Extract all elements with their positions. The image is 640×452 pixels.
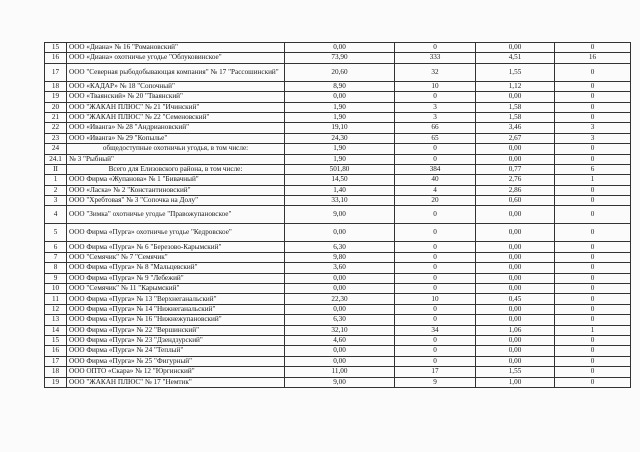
organization-name-cell: ООО «Диана» охотничье угодье "Облуковинское": [67, 53, 285, 63]
organization-name-cell: ООО "Северная рыбодобывающая компания" № 17 "Рассошинский": [67, 63, 285, 81]
value-c-cell: 0,00: [476, 304, 555, 314]
organization-name-cell: ООО «КАДАР» № 18 "Сопочный": [67, 81, 285, 91]
row-number-cell: 11: [45, 294, 67, 304]
value-a-cell: 501,80: [285, 164, 395, 174]
value-a-cell: 6,30: [285, 242, 395, 252]
value-c-cell: 2,67: [476, 133, 555, 143]
value-a-cell: 32,10: [285, 325, 395, 335]
table-row: [45, 242, 631, 252]
value-d-cell: 0: [555, 304, 631, 314]
row-number-cell: 18: [45, 367, 67, 377]
value-c-cell: 1,12: [476, 81, 555, 91]
value-c-cell: 0,00: [476, 206, 555, 224]
table-row: [45, 377, 631, 387]
table-row: [45, 346, 631, 356]
row-number-cell: 16: [45, 346, 67, 356]
row-number-cell: 22: [45, 123, 67, 133]
value-b-cell: 0: [395, 242, 476, 252]
value-c-cell: 0,00: [476, 154, 555, 164]
value-d-cell: 0: [555, 196, 631, 206]
value-a-cell: 1,90: [285, 154, 395, 164]
table-row: [45, 315, 631, 325]
value-c-cell: 2,76: [476, 175, 555, 185]
table-row: [45, 335, 631, 345]
value-a-cell: 24,30: [285, 133, 395, 143]
value-b-cell: 3: [395, 102, 476, 112]
value-d-cell: 0: [555, 92, 631, 102]
row-number-cell: 10: [45, 284, 67, 294]
value-a-cell: 8,90: [285, 81, 395, 91]
value-b-cell: 0: [395, 252, 476, 262]
row-number-cell: 9: [45, 273, 67, 283]
organization-name-cell: ООО Фирма «Жупанова» № 1 "Бивачный": [67, 175, 285, 185]
value-c-cell: 1,55: [476, 63, 555, 81]
row-number-cell: 15: [45, 335, 67, 345]
value-d-cell: 0: [555, 252, 631, 262]
value-c-cell: 0,00: [476, 263, 555, 273]
organization-name-cell: ООО Фирма «Пурга» охотничье угодье "Кедровское": [67, 224, 285, 242]
value-a-cell: 20,60: [285, 63, 395, 81]
value-c-cell: 0,00: [476, 224, 555, 242]
value-a-cell: 1,90: [285, 144, 395, 154]
value-c-cell: 0,00: [476, 315, 555, 325]
row-number-cell: 16: [45, 53, 67, 63]
organization-name-cell: ООО Фирма «Пурга» № 13 "Верхнеганальский": [67, 294, 285, 304]
organization-name-cell: ООО «Иванга» № 29 "Копылье": [67, 133, 285, 143]
organization-name-cell: ООО «Ласка» № 2 "Константиновский": [67, 185, 285, 195]
value-d-cell: 0: [555, 356, 631, 366]
value-b-cell: 333: [395, 53, 476, 63]
organization-name-cell: ООО Фирма «Пурга» № 14 "Нижнеганальский": [67, 304, 285, 314]
value-b-cell: 0: [395, 206, 476, 224]
value-b-cell: 384: [395, 164, 476, 174]
value-d-cell: 0: [555, 242, 631, 252]
value-d-cell: 0: [555, 206, 631, 224]
value-b-cell: 0: [395, 273, 476, 283]
table-row: [45, 123, 631, 133]
value-a-cell: 0,00: [285, 304, 395, 314]
value-c-cell: 0,00: [476, 242, 555, 252]
row-number-cell: 20: [45, 102, 67, 112]
organization-name-cell: ООО «Тваянский» № 20 "Тваянский": [67, 92, 285, 102]
value-d-cell: 0: [555, 185, 631, 195]
organization-name-cell: № 3 "Рыбный": [67, 154, 285, 164]
value-c-cell: 0,45: [476, 294, 555, 304]
value-c-cell: 1,06: [476, 325, 555, 335]
value-b-cell: 0: [395, 356, 476, 366]
value-b-cell: 4: [395, 185, 476, 195]
row-number-cell: 6: [45, 242, 67, 252]
value-b-cell: 0: [395, 335, 476, 345]
value-b-cell: 0: [395, 284, 476, 294]
organization-name-cell: ООО Фирма «Пурга» № 9 "Лебежий": [67, 273, 285, 283]
row-number-cell: 19: [45, 377, 67, 387]
value-b-cell: 10: [395, 294, 476, 304]
value-d-cell: 0: [555, 377, 631, 387]
organization-name-cell: ООО Фирма «Пурга» № 22 "Вершинский": [67, 325, 285, 335]
value-b-cell: 66: [395, 123, 476, 133]
value-a-cell: 1,40: [285, 185, 395, 195]
table-row: [45, 154, 631, 164]
row-number-cell: 12: [45, 304, 67, 314]
table-row: [45, 164, 631, 174]
value-c-cell: 0,00: [476, 92, 555, 102]
organization-name-cell: ООО ОПТО «Скара» № 12 "Юргинский": [67, 367, 285, 377]
value-d-cell: 1: [555, 175, 631, 185]
organization-name-cell: ООО "ЖАКАН ПЛЮС" № 17 "Немтик": [67, 377, 285, 387]
value-b-cell: 20: [395, 196, 476, 206]
value-d-cell: 16: [555, 53, 631, 63]
row-number-cell: 19: [45, 92, 67, 102]
row-number-cell: 3: [45, 196, 67, 206]
value-c-cell: 1,58: [476, 102, 555, 112]
row-number-cell: 17: [45, 356, 67, 366]
value-c-cell: 1,55: [476, 367, 555, 377]
table-row: [45, 252, 631, 262]
value-d-cell: 0: [555, 335, 631, 345]
value-a-cell: 0,00: [285, 92, 395, 102]
table-row: [45, 304, 631, 314]
value-b-cell: 0: [395, 43, 476, 53]
value-b-cell: 0: [395, 144, 476, 154]
value-c-cell: 0,00: [476, 356, 555, 366]
row-number-cell: 13: [45, 315, 67, 325]
row-number-cell: 2: [45, 185, 67, 195]
value-c-cell: 0,00: [476, 43, 555, 53]
value-a-cell: 0,00: [285, 356, 395, 366]
value-a-cell: 1,90: [285, 112, 395, 122]
value-a-cell: 6,30: [285, 315, 395, 325]
table-row: [45, 112, 631, 122]
organization-name-cell: ООО «Диана» № 16 "Романовский": [67, 43, 285, 53]
row-number-cell: 5: [45, 224, 67, 242]
table-row: [45, 284, 631, 294]
value-a-cell: 4,60: [285, 335, 395, 345]
table-row: [45, 196, 631, 206]
organization-name-cell: ООО "ЖАКАН ПЛЮС" № 21 "Ичинский": [67, 102, 285, 112]
value-b-cell: 40: [395, 175, 476, 185]
value-d-cell: 3: [555, 123, 631, 133]
table-row: [45, 92, 631, 102]
organization-name-cell: ООО "Зимка" охотничье угодье "Правожупановское": [67, 206, 285, 224]
value-c-cell: 0,00: [476, 346, 555, 356]
table-body: [45, 43, 631, 388]
value-d-cell: 0: [555, 224, 631, 242]
row-number-cell: 1: [45, 175, 67, 185]
row-number-cell: II: [45, 164, 67, 174]
table-row: [45, 325, 631, 335]
value-b-cell: 0: [395, 315, 476, 325]
organization-name-cell: ООО Фирма «Пурга» № 23 "Дзендзурский": [67, 335, 285, 345]
row-number-cell: 15: [45, 43, 67, 53]
value-d-cell: 1: [555, 325, 631, 335]
value-a-cell: 0,00: [285, 43, 395, 53]
value-b-cell: 65: [395, 133, 476, 143]
value-b-cell: 0: [395, 304, 476, 314]
organization-name-cell: ООО "ЖАКАН ПЛЮС" № 22 "Семеновский": [67, 112, 285, 122]
row-number-cell: 18: [45, 81, 67, 91]
value-b-cell: 0: [395, 346, 476, 356]
value-c-cell: 0,00: [476, 144, 555, 154]
value-d-cell: 0: [555, 346, 631, 356]
value-a-cell: 9,00: [285, 206, 395, 224]
value-a-cell: 73,90: [285, 53, 395, 63]
value-a-cell: 0,00: [285, 273, 395, 283]
value-a-cell: 9,80: [285, 252, 395, 262]
value-d-cell: 0: [555, 43, 631, 53]
value-c-cell: 0,00: [476, 252, 555, 262]
value-c-cell: 1,00: [476, 377, 555, 387]
data-table: [44, 42, 631, 388]
value-d-cell: 0: [555, 273, 631, 283]
value-a-cell: 0,00: [285, 346, 395, 356]
value-d-cell: 0: [555, 81, 631, 91]
row-number-cell: 21: [45, 112, 67, 122]
organization-name-cell: ООО "Семячик" № 7 "Семячик": [67, 252, 285, 262]
value-d-cell: 0: [555, 315, 631, 325]
value-b-cell: 32: [395, 63, 476, 81]
value-a-cell: 19,10: [285, 123, 395, 133]
value-d-cell: 0: [555, 294, 631, 304]
value-a-cell: 0,00: [285, 284, 395, 294]
value-d-cell: 0: [555, 284, 631, 294]
table-row: [45, 224, 631, 242]
table-row: [45, 273, 631, 283]
value-d-cell: 0: [555, 63, 631, 81]
organization-name-cell: ООО Фирма «Пурга» № 8 "Мальцевский": [67, 263, 285, 273]
row-number-cell: 17: [45, 63, 67, 81]
organization-name-cell: Всего для Елизовского района, в том числе:: [67, 164, 285, 174]
organization-name-cell: ООО Фирма «Пурга» № 6 "Березово-Карымский": [67, 242, 285, 252]
table-row: [45, 294, 631, 304]
value-c-cell: 0,00: [476, 273, 555, 283]
value-c-cell: 4,51: [476, 53, 555, 63]
value-a-cell: 11,00: [285, 367, 395, 377]
value-d-cell: 0: [555, 367, 631, 377]
row-number-cell: 24: [45, 144, 67, 154]
value-b-cell: 34: [395, 325, 476, 335]
value-b-cell: 0: [395, 154, 476, 164]
value-d-cell: 6: [555, 164, 631, 174]
table-row: [45, 185, 631, 195]
value-a-cell: 3,60: [285, 263, 395, 273]
value-b-cell: 9: [395, 377, 476, 387]
table-row: [45, 263, 631, 273]
row-number-cell: 23: [45, 133, 67, 143]
value-c-cell: 0,00: [476, 335, 555, 345]
value-a-cell: 22,30: [285, 294, 395, 304]
row-number-cell: 8: [45, 263, 67, 273]
value-b-cell: 0: [395, 92, 476, 102]
table-row: [45, 43, 631, 53]
value-c-cell: 2,86: [476, 185, 555, 195]
table-row: [45, 133, 631, 143]
row-number-cell: 24.1: [45, 154, 67, 164]
value-b-cell: 10: [395, 81, 476, 91]
table-row: [45, 81, 631, 91]
organization-name-cell: общедоступные охотничьи угодья, в том числе:: [67, 144, 285, 154]
organization-name-cell: ООО Фирма «Пурга» № 16 "Нижнежупановский": [67, 315, 285, 325]
table-row: [45, 175, 631, 185]
table-row: [45, 356, 631, 366]
value-c-cell: 0,77: [476, 164, 555, 174]
row-number-cell: 7: [45, 252, 67, 262]
value-a-cell: 1,90: [285, 102, 395, 112]
value-a-cell: 14,50: [285, 175, 395, 185]
table-row: [45, 144, 631, 154]
value-d-cell: 0: [555, 154, 631, 164]
organization-name-cell: ООО "Семячик" № 11 "Карымский": [67, 284, 285, 294]
value-d-cell: 0: [555, 263, 631, 273]
value-d-cell: 0: [555, 102, 631, 112]
value-b-cell: 3: [395, 112, 476, 122]
value-c-cell: 0,60: [476, 196, 555, 206]
value-d-cell: 0: [555, 144, 631, 154]
table-row: [45, 63, 631, 81]
table-row: [45, 53, 631, 63]
value-d-cell: 0: [555, 112, 631, 122]
value-c-cell: 3,46: [476, 123, 555, 133]
value-b-cell: 0: [395, 263, 476, 273]
row-number-cell: 4: [45, 206, 67, 224]
table-row: [45, 367, 631, 377]
organization-name-cell: ООО "Хребтовая" № 3 "Сопочка на Долу": [67, 196, 285, 206]
organization-name-cell: ООО Фирма «Пурга» № 24 "Теплый": [67, 346, 285, 356]
value-a-cell: 0,00: [285, 224, 395, 242]
organization-name-cell: ООО Фирма «Пурга» № 25 "Фигурный": [67, 356, 285, 366]
value-a-cell: 9,00: [285, 377, 395, 387]
value-c-cell: 0,00: [476, 284, 555, 294]
organization-name-cell: ООО «Иванга» № 28 "Андриановский": [67, 123, 285, 133]
value-b-cell: 0: [395, 224, 476, 242]
value-d-cell: 3: [555, 133, 631, 143]
row-number-cell: 14: [45, 325, 67, 335]
value-a-cell: 33,10: [285, 196, 395, 206]
table-row: [45, 206, 631, 224]
value-c-cell: 1,58: [476, 112, 555, 122]
table-row: [45, 102, 631, 112]
value-b-cell: 17: [395, 367, 476, 377]
